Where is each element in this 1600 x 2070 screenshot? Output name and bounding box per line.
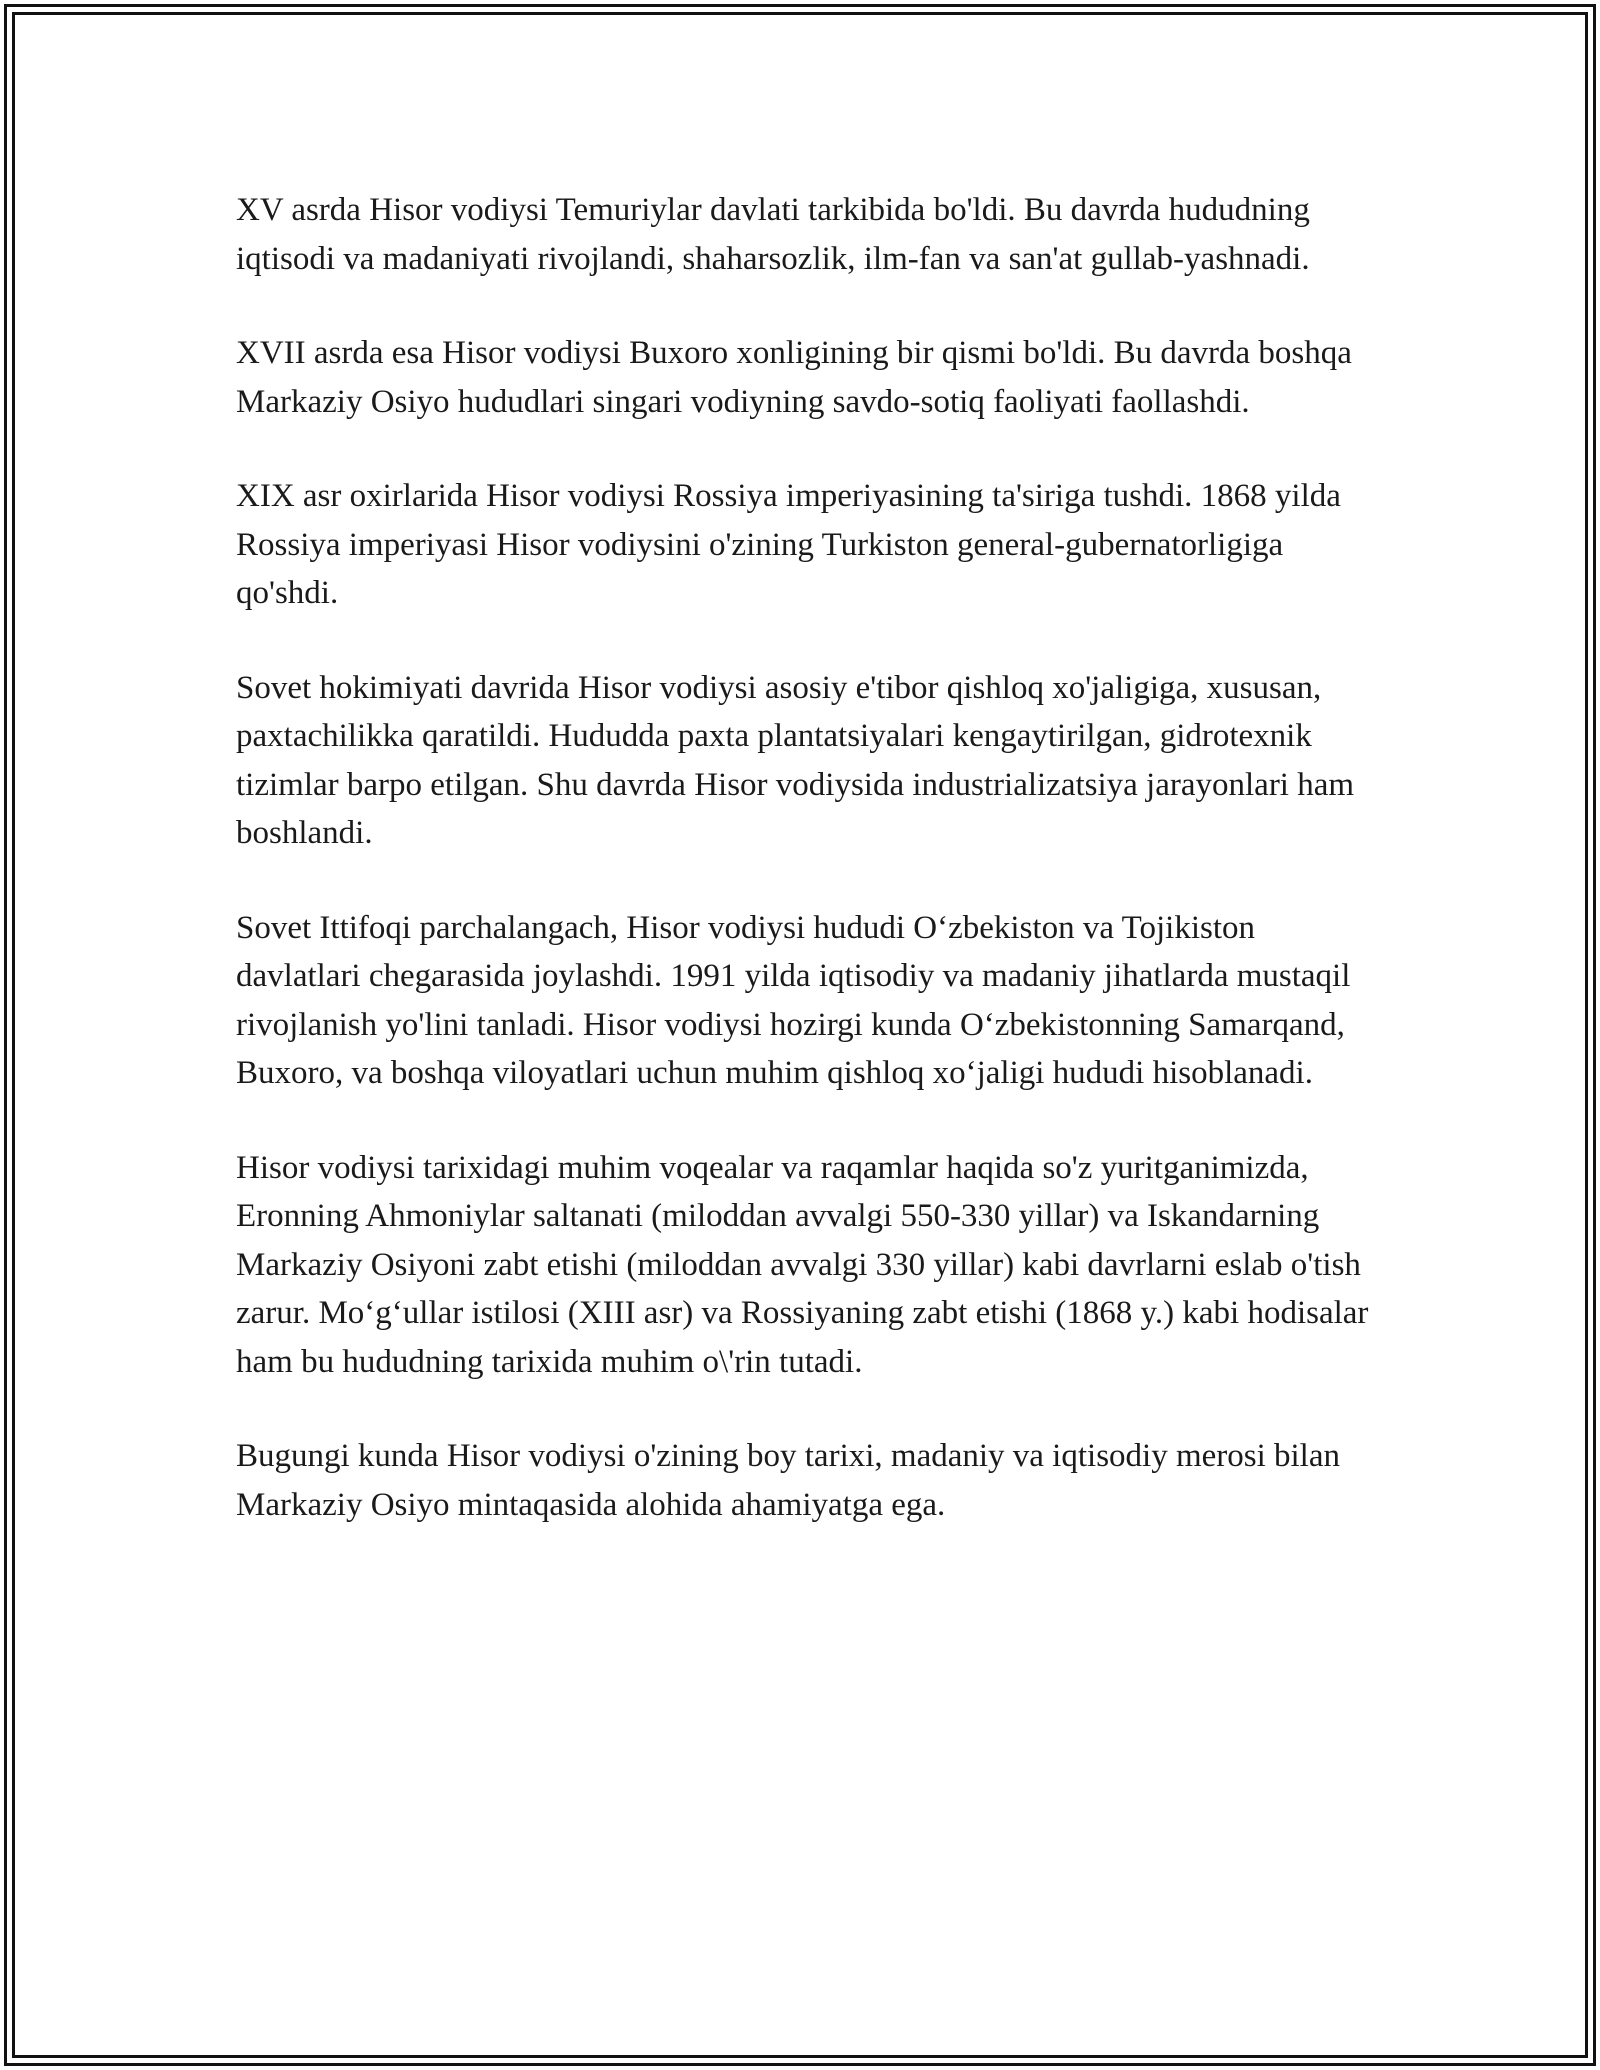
document-body	[236, 186, 1376, 1575]
paragraph-7: Bugungi kunda Hisor vodiysi o'zining boy tarixi, madaniy va iqtisodiy merosi bilan Markaziy Osiyo mintaqasida alohida ahamiyatga ega.	[236, 1438, 1341, 1523]
paragraph-3: XIX asr oxirlarida Hisor vodiysi Rossiya imperiyasining ta'siriga tushdi. 1868 yilda Rossiya imperiyasi Hisor vodiysini o'zining Turkiston general-gubernatorligiga qo'shdi.	[236, 478, 1341, 611]
paragraph-1: XV asrda Hisor vodiysi Temuriylar davlati tarkibida bo'ldi. Bu davrda hududning iqtisodi va madaniyati rivojlandi, shaharsozlik, ilm-fan va san'at gullab-yashnadi.	[236, 192, 1310, 277]
paragraph-5: Sovet Ittifoqi parchalangach, Hisor vodiysi hududi O‘zbekiston va Tojikiston davlatlari chegarasida joylashdi. 1991 yilda iqtisodiy va madaniy jihatlarda mustaqil rivojlanish yo'lini tanladi. Hisor vodiysi hozirgi kunda O‘zbekistonning Samarqand, Buxoro, va boshqa viloyatlari uchun muhim qishloq xo‘jaligi hududi hisoblanadi.	[236, 909, 1351, 1091]
paragraph-6: Hisor vodiysi tarixidagi muhim voqealar va raqamlar haqida so'z yuritganimizda, Eronning Ahmoniylar saltanati (miloddan avvalgi 550-330 yillar) va Iskandarning Markaziy Osiyoni zabt etishi (miloddan avvalgi 330 yillar) kabi davrlarni eslab o'tish zarur. Mo‘g‘ullar istilosi (XIII asr) va Rossiyaning zabt etishi (1868 y.) kabi hodisalar ham bu hududning tarixida muhim o\'rin tutadi.	[236, 1149, 1369, 1380]
paragraph-2: XVII asrda esa Hisor vodiysi Buxoro xonligining bir qismi bo'ldi. Bu davrda boshqa Markaziy Osiyo hududlari singari vodiyning savdo-sotiq faoliyati faollashdi.	[236, 335, 1352, 420]
paragraph-4: Sovet hokimiyati davrida Hisor vodiysi asosiy e'tibor qishloq xo'jaligiga, xususan, paxtachilikka qaratildi. Hududda paxta plantatsiyalari kengaytirilgan, gidrotexnik tizimlar barpo etilgan. Shu davrda Hisor vodiysida industrializatsiya jarayonlari ham boshlandi.	[236, 669, 1355, 851]
